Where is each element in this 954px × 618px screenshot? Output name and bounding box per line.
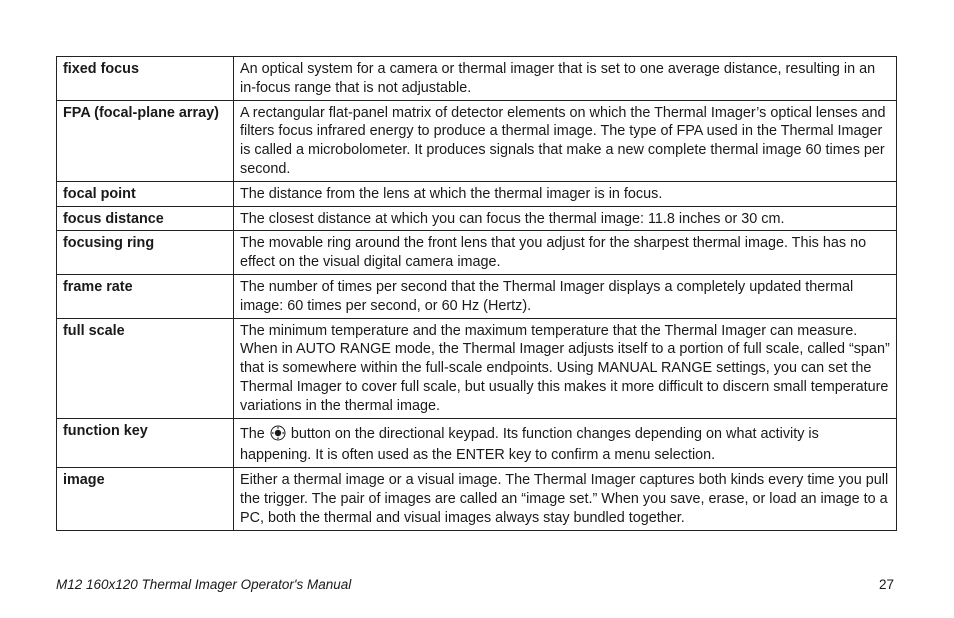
definition-cell: The distance from the lens at which the thermal imager is in focus. [234, 181, 897, 206]
term-cell: function key [57, 418, 234, 468]
term-cell: focal point [57, 181, 234, 206]
definition-cell: A rectangular flat-panel matrix of detector elements on which the Thermal Imager’s optical lenses and filters focus infrared energy to produce a thermal image. The type of FPA used in the Thermal Imager is called a microbolometer. It produces signals that make a new complete thermal image 60 times per second. [234, 100, 897, 181]
glossary-table [56, 56, 897, 531]
table-row [57, 100, 897, 181]
definition-cell [234, 418, 897, 468]
footer-manual-title: M12 160x120 Thermal Imager Operator's Manual [56, 577, 352, 592]
definition-text-after: button on the directional keypad. Its function changes depending on what activity is happening. It is often used as the ENTER key to confirm a menu selection. [240, 425, 819, 464]
table-row [57, 181, 897, 206]
definition-cell: The number of times per second that the Thermal Imager displays a completely updated thermal image: 60 times per second, or 60 Hz (Hertz). [234, 274, 897, 318]
table-row [57, 206, 897, 231]
table-row [57, 274, 897, 318]
function-key-icon [270, 425, 286, 447]
term-cell: full scale [57, 318, 234, 418]
page-number: 27 [878, 577, 894, 592]
term-cell: frame rate [57, 274, 234, 318]
table-row [57, 418, 897, 468]
term-cell: focus distance [57, 206, 234, 231]
definition-text-before: The [240, 425, 265, 442]
definition-cell: The minimum temperature and the maximum temperature that the Thermal Imager can measure. When in AUTO RANGE mode, the Thermal Imager adjusts itself to a portion of full scale, called “span” that is somewhere within the full-scale endpoints. Using MANUAL RANGE settings, you can set the Thermal Imager to cover full scale, but usually this makes it more difficult to discern small temperature variations in the thermal image. [234, 318, 897, 418]
definition-cell: The movable ring around the front lens that you adjust for the sharpest thermal image. This has no effect on the visual digital camera image. [234, 231, 897, 275]
table-row [57, 231, 897, 275]
definition-cell: An optical system for a camera or thermal imager that is set to one average distance, resulting in an in-focus range that is not adjustable. [234, 57, 897, 101]
term-cell: focusing ring [57, 231, 234, 275]
term-cell: image [57, 468, 234, 530]
definition-cell: Either a thermal image or a visual image. The Thermal Imager captures both kinds every time you pull the trigger. The pair of images are called an “image set.” When you save, erase, or load an image to a PC, both the thermal and visual images always stay bundled together. [234, 468, 897, 530]
table-row [57, 57, 897, 101]
table-row [57, 318, 897, 418]
term-cell: fixed focus [57, 57, 234, 101]
definition-cell: The closest distance at which you can focus the thermal image: 11.8 inches or 30 cm. [234, 206, 897, 231]
table-row [57, 468, 897, 530]
term-cell: FPA (focal-plane array) [57, 100, 234, 181]
